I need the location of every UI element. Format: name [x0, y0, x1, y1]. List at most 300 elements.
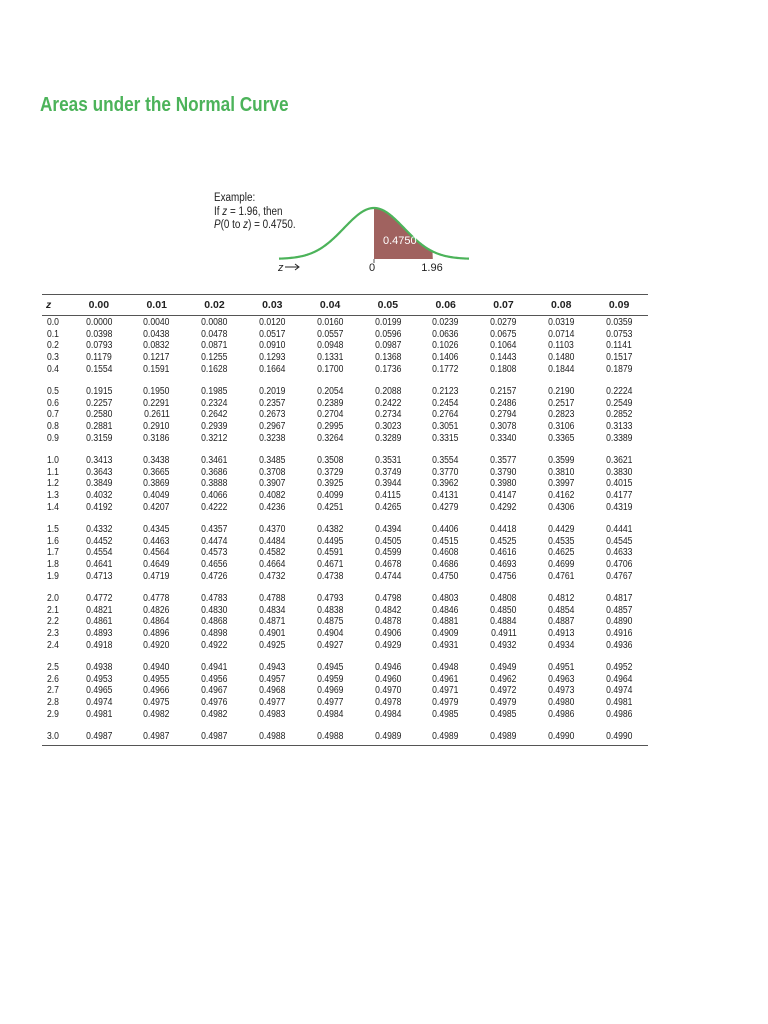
area-cell: 0.0000 [85, 317, 113, 329]
area-cell: 0.4967 [201, 685, 228, 697]
area-cell: 0.4345 [143, 524, 170, 536]
area-cell: 0.4783 [201, 593, 228, 605]
area-cell: 0.2454 [432, 397, 459, 409]
area-cell: 0.4898 [201, 627, 228, 639]
area-cell: 0.4893 [85, 627, 113, 639]
area-cell: 0.4484 [259, 535, 286, 547]
example-line-3: P(0 to z) = 0.4750. [214, 219, 296, 231]
area-cell: 0.3643 [85, 466, 113, 478]
area-cell: 0.4974 [605, 685, 633, 697]
area-cell: 0.4979 [432, 696, 459, 708]
area-cell: 0.3133 [605, 421, 633, 433]
area-cell: 0.4265 [374, 501, 402, 513]
table-row [42, 708, 648, 720]
area-cell: 0.4988 [316, 731, 344, 743]
area-cell: 0.1772 [432, 363, 459, 375]
row-group [42, 524, 648, 582]
area-cell: 0.1443 [490, 352, 517, 364]
area-cell: 0.4871 [259, 616, 286, 628]
column-header: 0.03 [262, 299, 283, 311]
area-cell: 0.4990 [548, 731, 575, 743]
area-cell: 0.0120 [259, 317, 286, 329]
area-cell: 0.0319 [548, 317, 575, 329]
area-cell: 0.3389 [605, 432, 633, 444]
z-value-cell: 1.1 [46, 466, 59, 478]
area-cell: 0.3665 [143, 466, 170, 478]
area-cell: 0.0359 [605, 317, 633, 329]
area-cell: 0.4616 [490, 547, 517, 559]
area-cell: 0.4826 [143, 604, 170, 616]
area-cell: 0.4767 [605, 570, 633, 582]
z-value-cell: 2.6 [46, 673, 59, 685]
table-row [42, 662, 648, 674]
area-cell: 0.4222 [201, 501, 228, 513]
area-cell: 0.1293 [259, 352, 286, 364]
area-cell: 0.3770 [432, 466, 459, 478]
area-cell: 0.3729 [316, 466, 344, 478]
area-cell: 0.4850 [490, 604, 517, 616]
area-cell: 0.1664 [259, 363, 286, 375]
z-value-cell: 1.2 [46, 478, 59, 490]
z-value-cell: 2.0 [46, 593, 59, 605]
table-row [42, 593, 648, 605]
area-cell: 0.3238 [259, 432, 286, 444]
area-cell: 0.2642 [201, 409, 228, 421]
area-cell: 0.1985 [201, 386, 228, 398]
shaded-area [374, 208, 433, 259]
table-row [42, 386, 648, 398]
area-cell: 0.1591 [143, 363, 170, 375]
area-cell: 0.4941 [201, 662, 228, 674]
area-cell: 0.4049 [143, 490, 170, 502]
table-header-row [42, 295, 648, 316]
area-cell: 0.3264 [316, 432, 344, 444]
table-body [42, 316, 648, 742]
table-row [42, 673, 648, 685]
z-axis-label: z [278, 262, 284, 274]
area-cell: 0.1064 [490, 340, 517, 352]
area-cell: 0.3686 [201, 466, 228, 478]
area-cell: 0.3365 [548, 432, 575, 444]
area-cell: 0.3413 [85, 455, 113, 467]
table-row [42, 317, 648, 329]
area-cell: 0.4633 [605, 547, 633, 559]
area-cell: 0.4292 [490, 501, 517, 513]
area-cell: 0.4940 [143, 662, 170, 674]
column-header: 0.05 [377, 299, 399, 311]
table-row [42, 536, 648, 548]
row-group [42, 662, 648, 720]
area-cell: 0.0199 [374, 317, 402, 329]
area-cell: 0.2257 [85, 397, 113, 409]
table-row [42, 398, 648, 410]
area-cell: 0.0478 [201, 328, 228, 340]
area-cell: 0.4922 [201, 639, 228, 651]
area-cell: 0.3944 [374, 478, 402, 490]
area-cell: 0.4319 [605, 501, 633, 513]
area-cell: 0.2389 [316, 397, 344, 409]
area-cell: 0.4732 [259, 570, 286, 582]
table-row [42, 409, 648, 421]
area-cell: 0.2939 [201, 421, 228, 433]
area-cell: 0.2764 [432, 409, 459, 421]
area-cell: 0.4956 [201, 673, 228, 685]
area-cell: 0.4591 [316, 547, 344, 559]
area-cell: 0.4977 [259, 696, 286, 708]
area-cell: 0.3159 [85, 432, 113, 444]
area-cell: 0.2734 [374, 409, 402, 421]
area-cell: 0.3485 [259, 455, 286, 467]
area-cell: 0.2324 [201, 397, 228, 409]
area-cell: 0.4505 [374, 535, 402, 547]
area-cell: 0.2823 [548, 409, 575, 421]
area-cell: 0.4803 [432, 593, 459, 605]
area-cell: 0.3023 [374, 421, 402, 433]
area-cell: 0.4452 [85, 535, 113, 547]
area-cell: 0.4965 [85, 685, 113, 697]
area-cell: 0.4864 [143, 616, 170, 628]
area-cell: 0.2422 [374, 397, 402, 409]
area-cell: 0.0753 [605, 328, 633, 340]
area-cell: 0.4918 [85, 639, 113, 651]
area-cell: 0.4236 [259, 501, 286, 513]
area-cell: 0.4418 [490, 524, 517, 536]
column-header: 0.01 [146, 299, 167, 311]
area-cell: 0.1141 [606, 340, 632, 352]
table-row [42, 478, 648, 490]
z-value-cell: 0.4 [46, 363, 59, 375]
area-cell: 0.4986 [548, 708, 575, 720]
area-cell: 0.2054 [316, 386, 344, 398]
area-cell: 0.4099 [316, 490, 344, 502]
area-cell: 0.3289 [374, 432, 402, 444]
area-cell: 0.4934 [548, 639, 575, 651]
area-cell: 0.2157 [490, 386, 517, 398]
area-cell: 0.4788 [259, 593, 286, 605]
table-row [42, 467, 648, 479]
z-value-cell: 1.9 [46, 570, 59, 582]
column-header: 0.06 [435, 299, 456, 311]
area-cell: 0.3621 [605, 455, 633, 467]
area-cell: 0.4981 [85, 708, 113, 720]
column-header: 0.08 [551, 299, 572, 311]
area-cell: 0.4977 [316, 696, 344, 708]
area-cell: 0.0636 [432, 328, 459, 340]
table-row [42, 604, 648, 616]
table-row [42, 432, 648, 444]
area-cell: 0.4821 [85, 604, 113, 616]
area-cell: 0.0239 [432, 317, 459, 329]
area-cell: 0.4772 [85, 593, 113, 605]
area-cell: 0.1736 [374, 363, 402, 375]
area-cell: 0.3051 [432, 421, 459, 433]
area-cell: 0.4846 [432, 604, 459, 616]
area-cell: 0.4945 [316, 662, 344, 674]
area-cell: 0.4573 [201, 547, 228, 559]
area-cell: 0.0832 [143, 340, 170, 352]
area-cell: 0.4963 [548, 673, 575, 685]
area-cell: 0.4970 [374, 685, 402, 697]
area-cell: 0.4986 [605, 708, 633, 720]
area-cell: 0.0714 [548, 328, 575, 340]
area-cell: 0.4842 [374, 604, 402, 616]
area-cell: 0.4394 [374, 524, 402, 536]
area-cell: 0.1217 [143, 352, 170, 364]
z-value-cell: 0.5 [46, 386, 59, 398]
row-group [42, 386, 648, 444]
area-cell: 0.4982 [201, 708, 228, 720]
area-cell: 0.1368 [374, 352, 402, 364]
area-cell: 0.4969 [316, 685, 344, 697]
column-header: 0.09 [608, 299, 630, 311]
area-cell: 0.4834 [259, 604, 286, 616]
z-value-cell: 1.0 [46, 455, 59, 467]
area-cell: 0.4989 [432, 731, 459, 743]
area-cell: 0.4192 [85, 501, 113, 513]
area-cell: 0.0398 [85, 328, 113, 340]
area-cell: 0.1480 [548, 352, 575, 364]
area-cell: 0.4980 [548, 696, 575, 708]
area-cell: 0.3749 [374, 466, 402, 478]
area-cell: 0.0438 [143, 328, 170, 340]
area-cell: 0.2852 [605, 409, 633, 421]
area-cell: 0.0793 [85, 340, 113, 352]
area-cell: 0.2357 [259, 397, 286, 409]
area-cell: 0.2673 [259, 409, 286, 421]
table-row [42, 697, 648, 709]
z-value-cell: 0.1 [46, 328, 59, 340]
table-row [42, 501, 648, 513]
z-value-cell: 1.4 [46, 501, 59, 513]
area-cell: 0.3186 [143, 432, 170, 444]
area-cell: 0.3554 [432, 455, 459, 467]
table-row [42, 490, 648, 502]
area-cell: 0.4082 [259, 490, 286, 502]
area-cell: 0.4582 [259, 547, 286, 559]
column-header: 0.02 [204, 299, 225, 311]
area-cell: 0.2704 [316, 409, 344, 421]
area-cell: 0.4906 [374, 627, 402, 639]
area-cell: 0.4495 [316, 535, 344, 547]
area-cell: 0.1255 [201, 352, 228, 364]
z-value-cell: 0.3 [46, 352, 59, 364]
area-cell: 0.4868 [201, 616, 228, 628]
area-cell: 0.4987 [85, 731, 113, 743]
area-cell: 0.0160 [316, 317, 344, 329]
row-group [42, 455, 648, 513]
z-value-cell: 2.2 [46, 616, 59, 628]
table-row [42, 559, 648, 571]
area-cell: 0.4909 [432, 627, 459, 639]
table-row [42, 685, 648, 697]
z-value-cell: 1.3 [46, 490, 59, 502]
area-cell: 0.4854 [548, 604, 575, 616]
area-cell: 0.4989 [374, 731, 402, 743]
z-value-cell: 2.4 [46, 639, 59, 651]
area-cell: 0.4115 [375, 490, 401, 502]
area-cell: 0.4901 [259, 627, 286, 639]
area-cell: 0.4429 [548, 524, 575, 536]
area-cell: 0.4761 [548, 570, 575, 582]
area-cell: 0.4808 [490, 593, 517, 605]
area-cell: 0.2910 [143, 421, 170, 433]
table-row [42, 570, 648, 582]
area-cell: 0.2291 [143, 397, 170, 409]
area-cell: 0.4974 [85, 696, 113, 708]
table-row [42, 524, 648, 536]
area-cell: 0.1700 [316, 363, 344, 375]
area-cell: 0.0080 [201, 317, 228, 329]
area-cell: 0.4719 [143, 570, 170, 582]
area-cell: 0.4147 [490, 490, 517, 502]
area-cell: 0.0040 [143, 317, 170, 329]
area-cell: 0.4641 [85, 558, 113, 570]
area-cell: 0.4545 [605, 535, 633, 547]
table-row [42, 421, 648, 433]
area-cell: 0.3830 [605, 466, 633, 478]
area-cell: 0.0948 [316, 340, 344, 352]
area-cell: 0.4564 [143, 547, 170, 559]
area-cell: 0.4838 [316, 604, 344, 616]
z-value-cell: 2.9 [46, 708, 59, 720]
area-cell: 0.4664 [259, 558, 286, 570]
table-row [42, 731, 648, 743]
row-group [42, 317, 648, 375]
area-cell: 0.3962 [432, 478, 459, 490]
area-cell: 0.0987 [374, 340, 402, 352]
area-cell: 0.3925 [316, 478, 344, 490]
area-cell: 0.1628 [201, 363, 228, 375]
area-cell: 0.4881 [432, 616, 459, 628]
area-cell: 0.4382 [316, 524, 344, 536]
area-cell: 0.4406 [432, 524, 459, 536]
area-cell: 0.4957 [259, 673, 286, 685]
area-cell: 0.2088 [374, 386, 402, 398]
area-cell: 0.4890 [605, 616, 633, 628]
area-cell: 0.4982 [143, 708, 170, 720]
area-cell: 0.4984 [316, 708, 344, 720]
area-cell: 0.4793 [316, 593, 344, 605]
z-value-cell: 2.8 [46, 696, 59, 708]
area-cell: 0.4920 [143, 639, 170, 651]
area-cell: 0.4948 [432, 662, 459, 674]
area-cell: 0.4979 [490, 696, 517, 708]
area-cell: 0.4474 [201, 535, 228, 547]
area-cell: 0.4916 [605, 627, 633, 639]
z-value-cell: 2.5 [46, 662, 59, 674]
area-cell: 0.4066 [201, 490, 228, 502]
area-cell: 0.4878 [374, 616, 402, 628]
area-cell: 0.2549 [605, 397, 633, 409]
area-cell: 0.4896 [143, 627, 170, 639]
area-cell: 0.3340 [490, 432, 517, 444]
area-cell: 0.1331 [316, 352, 344, 364]
z-value-cell: 0.8 [46, 421, 59, 433]
area-cell: 0.4972 [490, 685, 517, 697]
area-cell: 0.4911 [490, 627, 517, 639]
area-cell: 0.4649 [143, 558, 170, 570]
area-cell: 0.4756 [490, 570, 517, 582]
area-cell: 0.3790 [490, 466, 517, 478]
area-cell: 0.4535 [548, 535, 575, 547]
z-value-cell: 3.0 [46, 731, 59, 743]
area-cell: 0.3508 [316, 455, 344, 467]
z-value-cell: 0.0 [46, 317, 59, 329]
area-cell: 0.4306 [548, 501, 575, 513]
area-cell: 0.4985 [490, 708, 517, 720]
area-cell: 0.4988 [259, 731, 286, 743]
area-cell: 0.4968 [259, 685, 286, 697]
z-value-cell: 0.7 [46, 409, 59, 421]
z-value-label: 1.96 [421, 262, 443, 274]
area-cell: 0.0279 [490, 317, 517, 329]
area-cell: 0.3980 [490, 478, 517, 490]
column-header: 0.04 [319, 299, 341, 311]
area-cell: 0.3599 [548, 455, 575, 467]
area-cell: 0.4953 [85, 673, 113, 685]
area-cell: 0.4693 [490, 558, 517, 570]
area-cell: 0.4699 [548, 558, 575, 570]
area-cell: 0.2019 [259, 386, 286, 398]
z-value-cell: 0.9 [46, 432, 59, 444]
area-cell: 0.4925 [259, 639, 286, 651]
area-cell: 0.4931 [432, 639, 459, 651]
area-cell: 0.3531 [374, 455, 402, 467]
area-cell: 0.4706 [605, 558, 633, 570]
z-value-cell: 0.2 [46, 340, 59, 352]
area-cell: 0.3577 [490, 455, 517, 467]
area-cell: 0.3997 [548, 478, 575, 490]
z-value-cell: 1.5 [46, 524, 59, 536]
area-cell: 0.3315 [432, 432, 459, 444]
area-cell: 0.3869 [143, 478, 170, 490]
z-value-cell: 1.7 [46, 547, 59, 559]
area-cell: 0.4946 [374, 662, 402, 674]
area-cell: 0.4936 [605, 639, 633, 651]
area-cell: 0.4370 [259, 524, 286, 536]
area-cell: 0.3438 [143, 455, 170, 467]
area-cell: 0.4750 [432, 570, 459, 582]
area-cell: 0.3078 [490, 421, 517, 433]
area-cell: 0.3708 [259, 466, 286, 478]
page-title: Areas under the Normal Curve [40, 94, 289, 116]
table-row [42, 329, 648, 341]
area-cell: 0.4625 [548, 547, 575, 559]
area-cell: 0.0675 [490, 328, 517, 340]
area-cell: 0.4971 [432, 685, 459, 697]
area-cell: 0.4525 [490, 535, 517, 547]
area-cell: 0.3907 [259, 478, 286, 490]
area-cell: 0.4738 [316, 570, 344, 582]
z-value-cell: 1.6 [46, 535, 59, 547]
area-cell: 0.4975 [143, 696, 170, 708]
area-cell: 0.3106 [548, 421, 575, 433]
table-row [42, 363, 648, 375]
area-cell: 0.4959 [316, 673, 344, 685]
area-cell: 0.2580 [85, 409, 113, 421]
area-cell: 0.2881 [85, 421, 113, 433]
area-cell: 0.4463 [143, 535, 170, 547]
area-cell: 0.4177 [605, 490, 633, 502]
area-cell: 0.3810 [548, 466, 575, 478]
area-cell: 0.0871 [201, 340, 228, 352]
area-cell: 0.4976 [201, 696, 228, 708]
example-line-2: If z = 1.96, then [214, 205, 283, 218]
area-cell: 0.4032 [85, 490, 113, 502]
area-cell: 0.4962 [490, 673, 517, 685]
table-row [42, 547, 648, 559]
table-row [42, 639, 648, 651]
